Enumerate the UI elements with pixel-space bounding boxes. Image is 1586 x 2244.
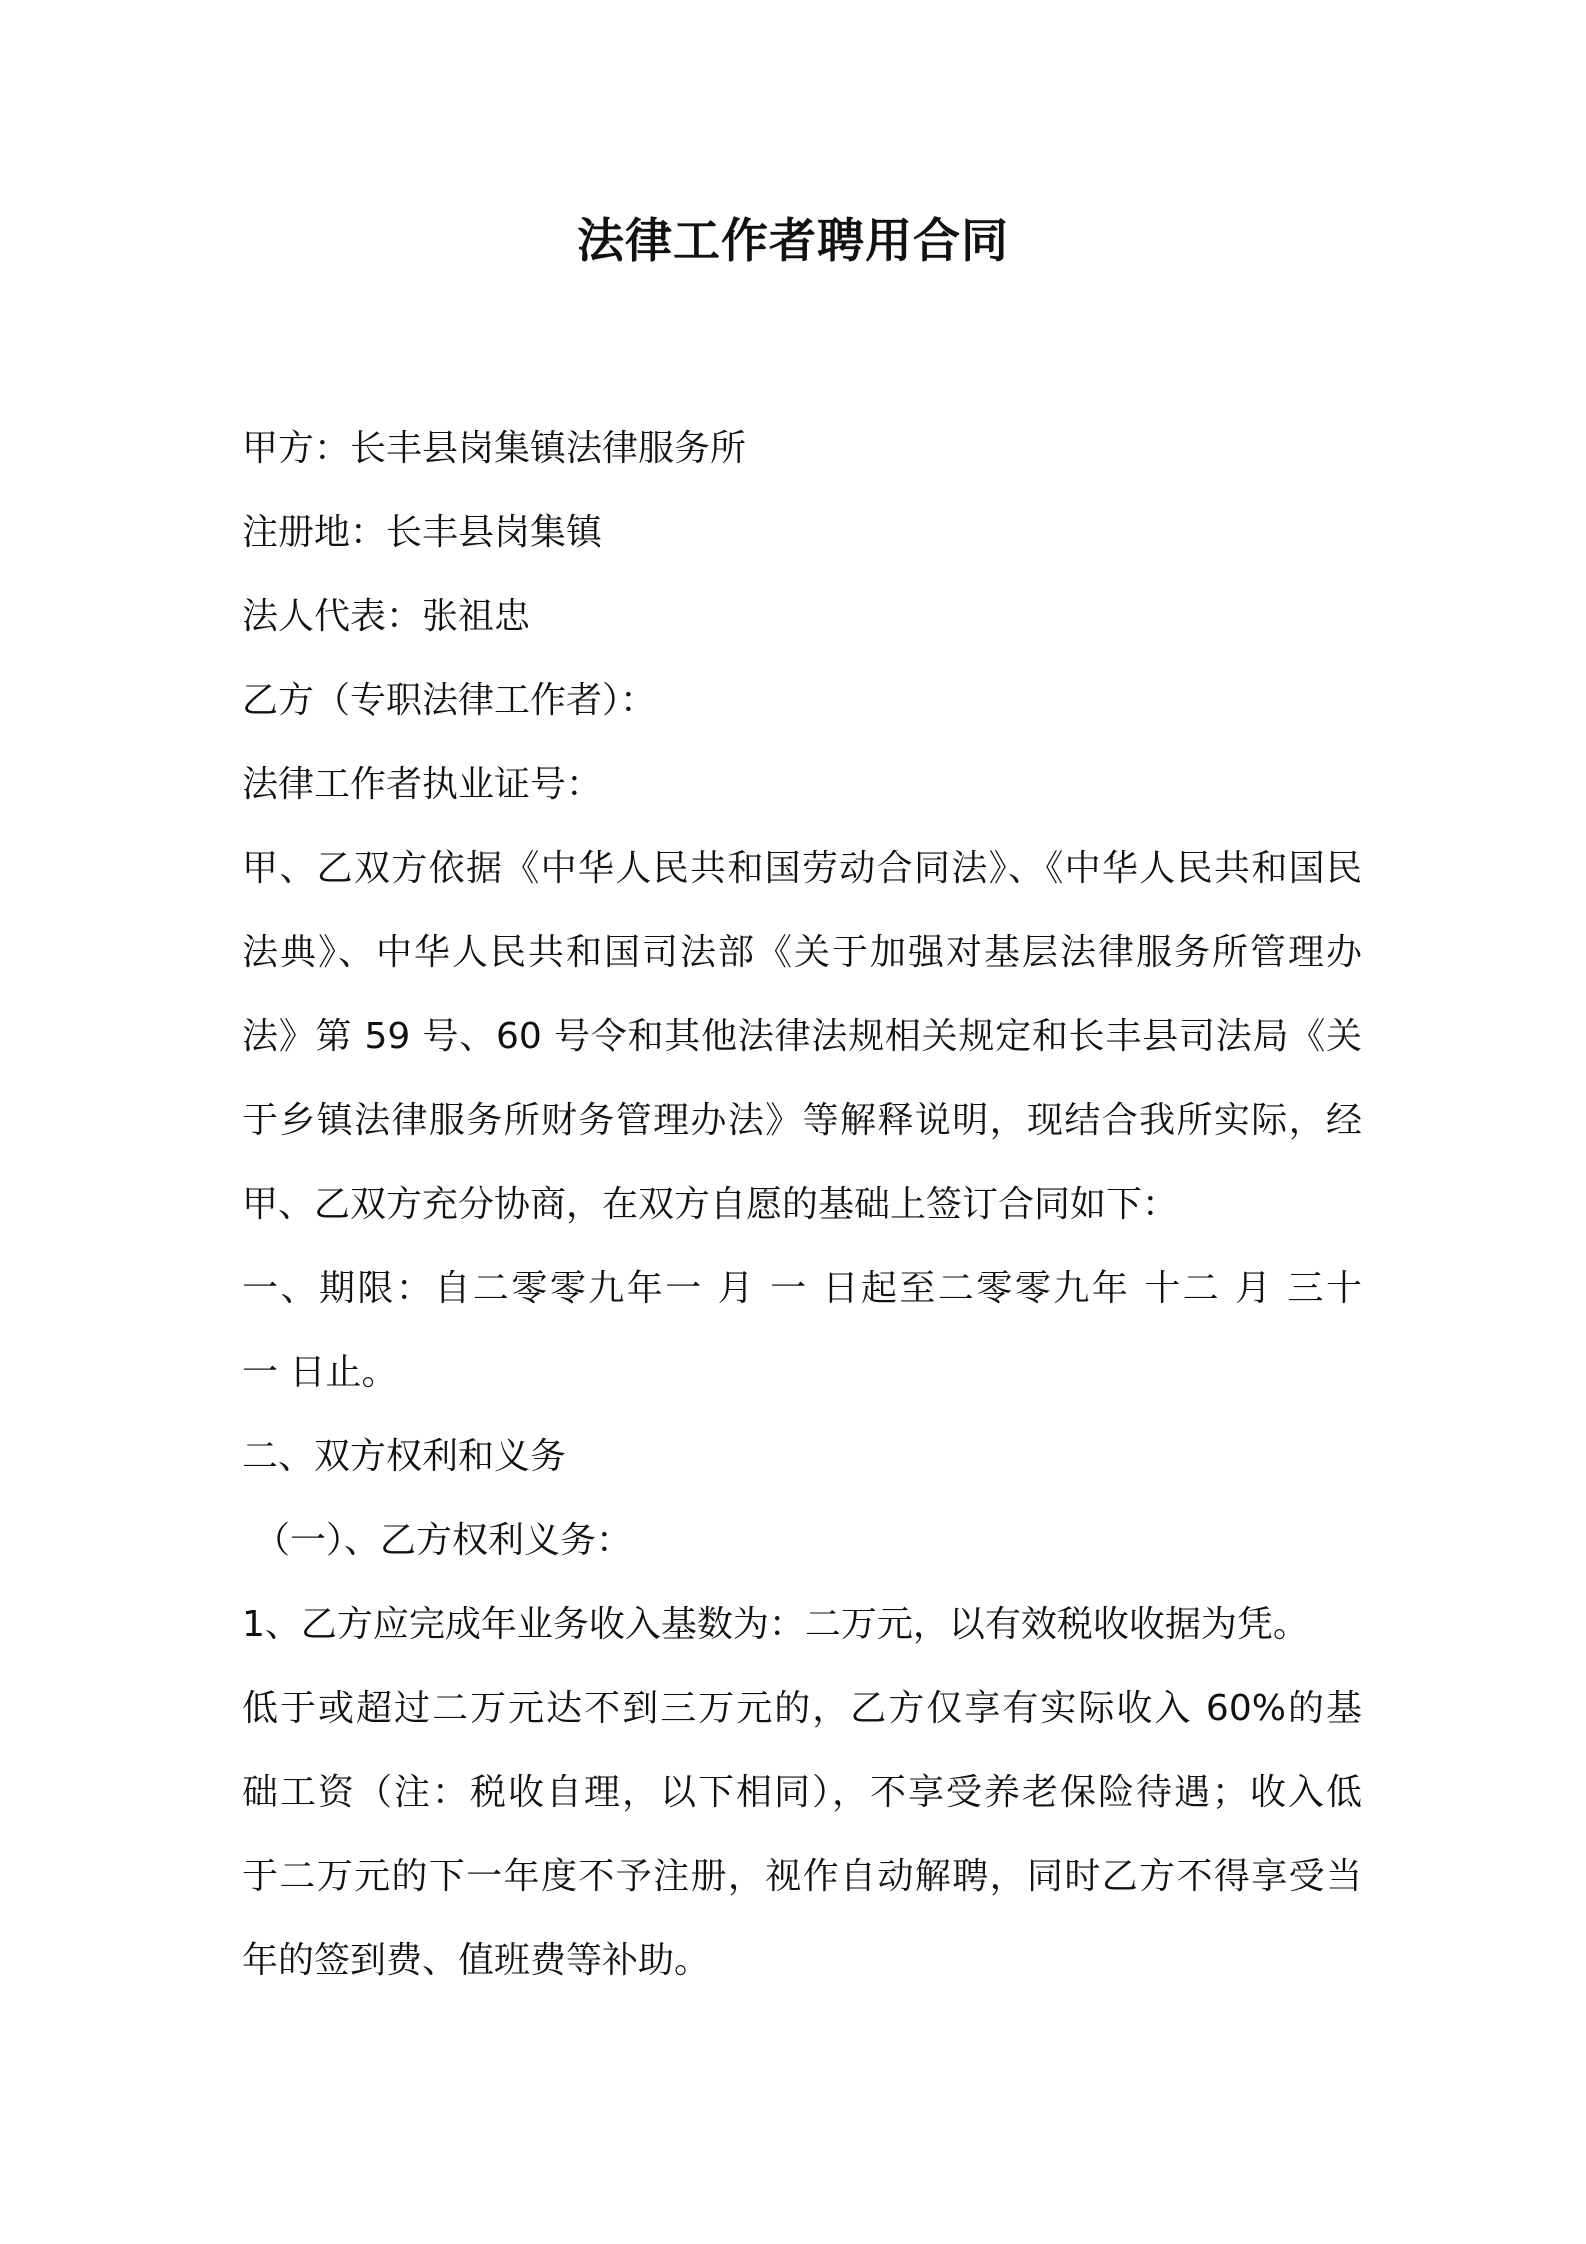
clause-one-line: 低于或超过二万元达不到三万元的，乙方仅享有实际收入 60%的基 bbox=[242, 1688, 1362, 1729]
clause-one-line: 年的签到费、值班费等补助。 bbox=[242, 1940, 711, 1981]
registered-place-line: 注册地：长丰县岗集镇 bbox=[242, 512, 603, 553]
subsection-one-heading: （一）、乙方权利义务： bbox=[254, 1520, 633, 1561]
license-number-line: 法律工作者执业证号： bbox=[242, 764, 603, 805]
preamble-line: 甲、乙双方充分协商，在双方自愿的基础上签订合同如下： bbox=[242, 1184, 1179, 1225]
clause-one-line: 础工资（注：税收自理，以下相同），不享受养老保险待遇；收入低 bbox=[242, 1772, 1362, 1813]
section-two-heading: 二、双方权利和义务 bbox=[242, 1436, 567, 1477]
clause-one-line: 1、乙方应完成年业务收入基数为：二万元，以有效税收收据为凭。 bbox=[242, 1604, 1309, 1645]
term-line: 一 日止。 bbox=[242, 1352, 398, 1393]
party-a-line: 甲方：长丰县岗集镇法律服务所 bbox=[242, 428, 747, 469]
term-line: 一、期限：自二零零九年一 月 一 日起至二零零九年 十二 月 三十 bbox=[242, 1268, 1362, 1309]
preamble-line: 法》第 59 号、60 号令和其他法律法规相关规定和长丰县司法局《关 bbox=[242, 1016, 1362, 1057]
preamble-line: 于乡镇法律服务所财务管理办法》等解释说明，现结合我所实际，经 bbox=[242, 1100, 1362, 1141]
document-title: 法律工作者聘用合同 bbox=[577, 214, 1009, 269]
preamble-line: 甲、乙双方依据《中华人民共和国劳动合同法》、《中华人民共和国民 bbox=[242, 848, 1362, 889]
legal-representative-line: 法人代表：张祖忠 bbox=[242, 596, 531, 637]
party-b-line: 乙方（专职法律工作者）： bbox=[242, 680, 657, 721]
preamble-line: 法典》、中华人民共和国司法部《关于加强对基层法律服务所管理办 bbox=[242, 932, 1362, 973]
clause-one-line: 于二万元的下一年度不予注册，视作自动解聘，同时乙方不得享受当 bbox=[242, 1856, 1362, 1897]
document-body bbox=[242, 407, 1362, 2003]
